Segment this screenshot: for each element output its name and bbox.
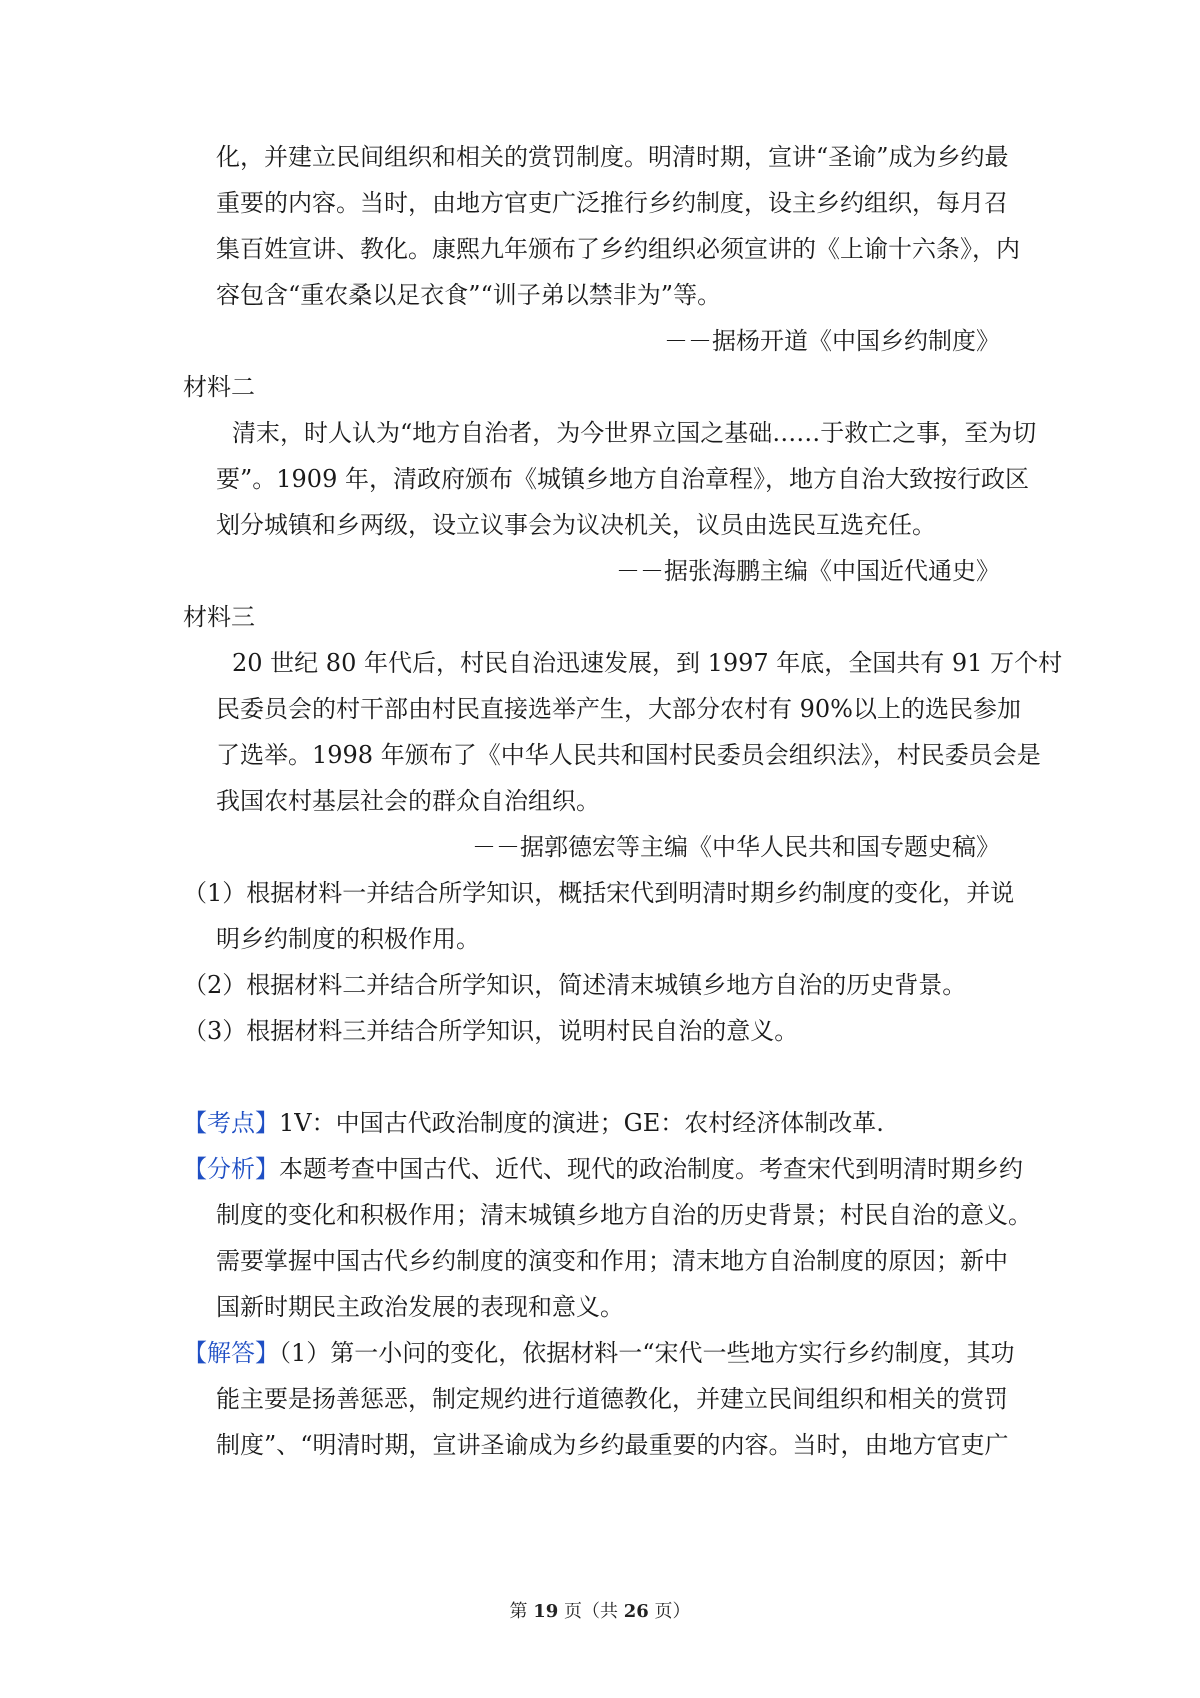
fenxi-line-2: 制度的变化和积极作用；清末城镇乡地方自治的历史背景；村民自治的意义。 — [216, 1201, 1032, 1229]
footer-total-pages: 26 — [623, 1601, 649, 1622]
material3-heading: 材料三 — [183, 603, 255, 631]
material2-line-3: 划分城镇和乡两级，设立议事会为议决机关，议员由选民互选充任。 — [216, 511, 936, 539]
jieda-line-1 — [183, 1337, 1015, 1369]
question-1-line-1: （1）根据材料一并结合所学知识，概括宋代到明清时期乡约制度的变化，并说 — [183, 879, 1015, 907]
kaodian-tag: 【考点】 — [183, 1109, 279, 1137]
fenxi-line-1 — [183, 1153, 1023, 1185]
kaodian-text: 1V：中国古代政治制度的演进；GE：农村经济体制改革. — [279, 1109, 884, 1137]
question-2: （2）根据材料二并结合所学知识，简述清末城镇乡地方自治的历史背景。 — [183, 971, 967, 999]
material1-line-1: 化，并建立民间组织和相关的赏罚制度。明清时期，宣讲“圣谕”成为乡约最 — [216, 143, 1009, 171]
footer-page-number: 19 — [533, 1601, 559, 1622]
jieda-tag: 【解答】 — [183, 1339, 279, 1367]
jieda-line-2: 能主要是扬善惩恶，制定规约进行道德教化，并建立民间组织和相关的赏罚 — [216, 1385, 1008, 1413]
fenxi-tag: 【分析】 — [183, 1155, 279, 1183]
material2-heading: 材料二 — [183, 373, 255, 401]
material1-line-3: 集百姓宣讲、教化。康熙九年颁布了乡约组织必须宣讲的《上谕十六条》，内 — [216, 235, 1020, 263]
kaodian-line — [183, 1107, 884, 1139]
jieda-line-3: 制度”、“明清时期，宣讲圣谕成为乡约最重要的内容。当时，由地方官吏广 — [216, 1431, 1009, 1459]
fenxi-text: 本题考查中国古代、近代、现代的政治制度。考查宋代到明清时期乡约 — [279, 1155, 1023, 1183]
material3-line-2: 民委员会的村干部由村民直接选举产生，大部分农村有 90%以上的选民参加 — [216, 695, 1021, 723]
material1-line-2: 重要的内容。当时，由地方官吏广泛推行乡约制度，设主乡约组织，每月召 — [216, 189, 1008, 217]
material2-line-2: 要”。1909 年，清政府颁布《城镇乡地方自治章程》，地方自治大致按行政区 — [216, 465, 1029, 493]
material1-line-4: 容包含“重农桑以足衣食”“训子弟以禁非为”等。 — [216, 281, 722, 309]
fenxi-line-3: 需要掌握中国古代乡约制度的演变和作用；清末地方自治制度的原因；新中 — [216, 1247, 1008, 1275]
material1-citation: －－据杨开道《中国乡约制度》 — [664, 327, 1000, 355]
material3-line-1: 20 世纪 80 年代后，村民自治迅速发展，到 1997 年底，全国共有 91 万个村 — [232, 649, 1063, 677]
material2-citation: －－据张海鹏主编《中国近代通史》 — [616, 557, 1000, 585]
question-1-line-2: 明乡约制度的积极作用。 — [216, 925, 480, 953]
page-footer — [0, 1600, 1200, 1624]
fenxi-line-4: 国新时期民主政治发展的表现和意义。 — [216, 1293, 624, 1321]
footer-prefix: 第 — [509, 1601, 528, 1622]
material2-line-1: 清末，时人认为“地方自治者，为今世界立国之基础……于救亡之事，至为切 — [232, 419, 1037, 447]
footer-suffix: 页） — [654, 1601, 691, 1622]
material3-line-4: 我国农村基层社会的群众自治组织。 — [216, 787, 600, 815]
question-3: （3）根据材料三并结合所学知识，说明村民自治的意义。 — [183, 1017, 799, 1045]
footer-mid: 页（共 — [564, 1601, 618, 1622]
material3-citation: －－据郭德宏等主编《中华人民共和国专题史稿》 — [472, 833, 1000, 861]
jieda-text: （1）第一小问的变化，依据材料一“宋代一些地方实行乡约制度，其功 — [279, 1339, 1015, 1367]
material3-line-3: 了选举。1998 年颁布了《中华人民共和国村民委员会组织法》，村民委员会是 — [216, 741, 1041, 769]
